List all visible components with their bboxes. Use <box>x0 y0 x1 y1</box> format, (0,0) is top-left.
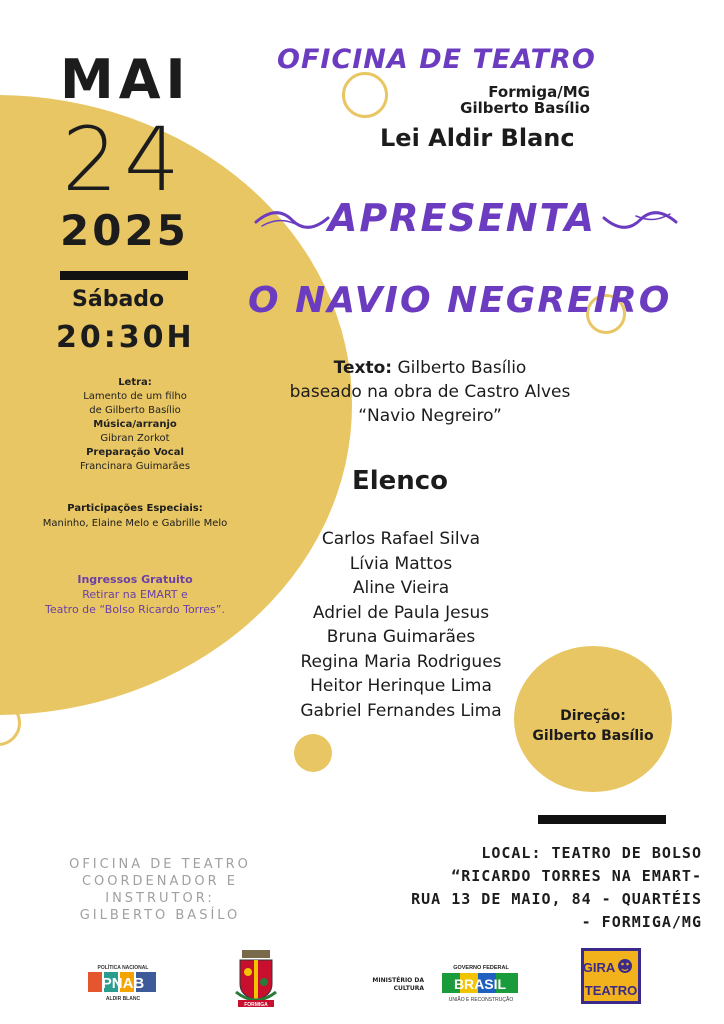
venue-line2: “RICARDO TORRES NA EMART- <box>451 867 702 885</box>
cast-title: Elenco <box>351 466 449 496</box>
venue-line1: LOCAL: TEATRO DE BOLSO <box>481 844 702 862</box>
ministry-line2: CULTURA <box>393 985 424 992</box>
tickets-title: Ingressos Gratuito <box>77 573 193 586</box>
venue-line4: - FORMIGA/MG <box>581 913 702 931</box>
swirl-left-icon <box>252 208 332 232</box>
gov-top-text: GOVERNO FEDERAL <box>453 965 509 971</box>
presents-heading: APRESENTA <box>328 196 596 240</box>
musica-name: Gibran Zorkot <box>100 433 170 444</box>
event-weekday: Sábado <box>72 287 165 312</box>
gov-main-text: BRASIL <box>453 976 507 992</box>
cast-member: Adriel de Paula Jesus <box>312 602 490 623</box>
based-on: baseado na obra de Castro Alves <box>289 382 571 402</box>
text-credit <box>270 356 590 428</box>
cast-member: Regina Maria Rodrigues <box>300 651 502 672</box>
pnab-main-text: PNAB <box>101 975 145 992</box>
text-credit-line1 <box>270 356 590 380</box>
cast-list <box>270 527 532 723</box>
gira-top-text: GIRA <box>582 960 616 975</box>
coordinator-line2: COORDENADOR E <box>81 874 239 889</box>
direction-block <box>514 706 672 746</box>
letra-label: Letra: <box>118 377 152 388</box>
header-city: Formiga/MG <box>488 83 590 101</box>
letra-line1: Lamento de um filho <box>83 391 187 402</box>
coordinator-block <box>44 856 276 924</box>
direction-label: Direção: <box>560 708 626 724</box>
yellow-dot-decoration <box>294 734 332 772</box>
gov-bottom-text: UNIÃO E RECONSTRUÇÃO <box>448 997 514 1003</box>
coordinator-line4: GILBERTO BASÍLO <box>79 908 241 923</box>
texto-author: Gilberto Basílio <box>392 358 527 378</box>
event-day-number: 24 <box>62 108 186 211</box>
event-time: 20:30H <box>56 320 195 355</box>
tickets-line2: Teatro de “Bolso Ricardo Torres”. <box>45 603 225 616</box>
crest-label: FORMIGA <box>244 1002 268 1008</box>
pnab-bottom-text: ALDIR BLANC <box>105 996 141 1002</box>
tickets-line1: Retirar na EMART e <box>82 588 188 601</box>
credits-block <box>40 376 230 474</box>
gira-teatro-logo-icon <box>581 948 641 1004</box>
coordinator-line3: INSTRUTOR: <box>105 891 215 906</box>
texto-label: Texto: <box>333 358 393 378</box>
cast-member: Lívia Mattos <box>349 553 453 574</box>
law-name: Lei Aldir Blanc <box>380 124 575 152</box>
show-title: O NAVIO NEGREIRO <box>248 280 672 321</box>
formiga-crest-icon <box>232 948 280 1008</box>
event-year: 2025 <box>60 206 189 255</box>
swirl-right-icon <box>600 208 680 232</box>
cast-member: Gabriel Fernandes Lima <box>300 700 502 721</box>
gira-bottom-text: TEATRO <box>584 983 638 998</box>
participacoes-names: Maninho, Elaine Melo e Gabrille Melo <box>42 518 228 529</box>
workshop-title: OFICINA DE TEATRO <box>277 44 596 75</box>
event-month: MAI <box>60 48 191 111</box>
participacoes-label: Participações Especiais: <box>67 503 203 514</box>
governo-federal-logo-icon <box>436 962 526 1004</box>
original-work: “Navio Negreiro” <box>358 406 502 426</box>
coordinator-line1: OFICINA DE TEATRO <box>69 857 251 872</box>
ministry-label <box>368 977 424 993</box>
divider-bar-right <box>538 815 666 824</box>
pnab-logo-icon <box>84 962 162 1002</box>
musica-label: Música/arranjo <box>93 419 177 430</box>
preparacao-name: Francinara Guimarães <box>79 461 191 472</box>
letra-line2: de Gilberto Basílio <box>89 405 181 416</box>
cast-member: Bruna Guimarães <box>326 627 476 647</box>
cast-member: Heitor Herinque Lima <box>310 676 492 696</box>
pnab-top-text: POLÍTICA NACIONAL <box>97 965 149 971</box>
divider-bar-left <box>60 271 188 280</box>
venue-line3: RUA 13 DE MAIO, 84 - QUARTÉIS <box>411 890 702 908</box>
direction-name: Gilberto Basílio <box>532 728 654 744</box>
ministry-line1: MINISTÉRIO DA <box>372 977 424 984</box>
small-ring-decoration <box>342 72 388 118</box>
cast-member: Aline Vieira <box>352 578 450 598</box>
tickets-block <box>20 572 250 617</box>
header-subtitle <box>440 84 590 116</box>
venue-block <box>368 842 702 934</box>
event-day <box>62 108 186 211</box>
header-author: Gilberto Basílio <box>460 99 590 117</box>
cast-member: Carlos Rafael Silva <box>321 529 481 549</box>
preparacao-label: Preparação Vocal <box>86 447 184 458</box>
